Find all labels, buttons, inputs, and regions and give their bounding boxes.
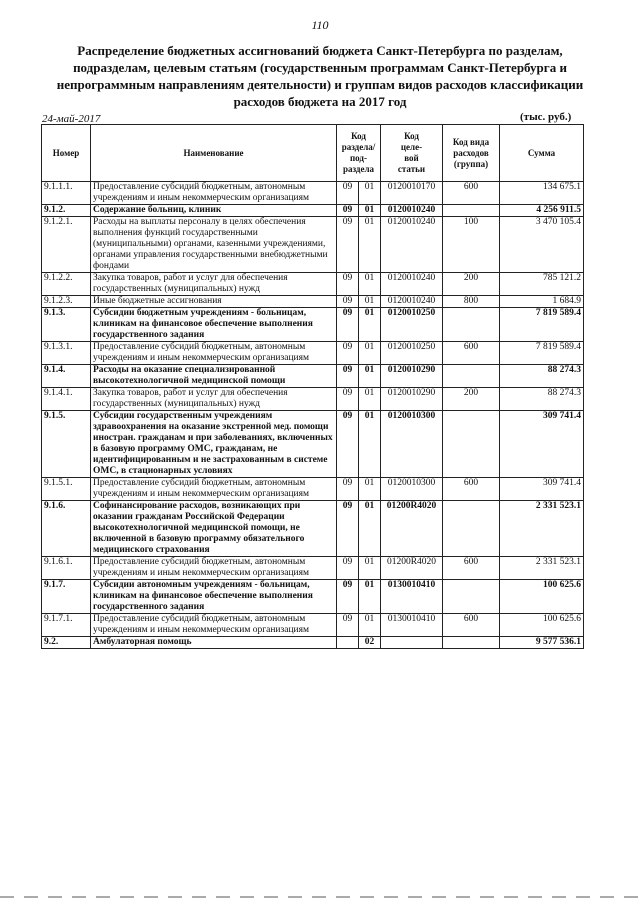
table-row [42,388,584,411]
row-name-cell: Субсидии государственным учреждениям здравоохранения на оказание экстренной мед. помощи иностран. гражданам и при заболеваниях, включенных в базовую программу ОМС, гражданам, не идентифицированным и не застрахованным в системе ОМС, в стационарных условиях [91,411,337,478]
row-sum-cell: 7 819 589.4 [500,342,584,365]
row-number-cell: 9.1.7. [42,580,91,614]
row-sum-cell: 3 470 105.4 [500,217,584,273]
row-subsection-cell: 01 [359,308,381,342]
row-expense-type-cell: 600 [443,182,500,205]
row-name-cell: Закупка товаров, работ и услуг для обеспечения государственных (муниципальных) нужд [91,273,337,296]
row-target-code-cell: 0120010240 [381,205,443,217]
row-number-cell: 9.1.7.1. [42,614,91,637]
summary-name-cell: Амбулаторная помощь [91,637,337,649]
row-number-cell: 9.1.5. [42,411,91,478]
row-number-cell: 9.1.4.1. [42,388,91,411]
row-target-code-cell: 0120010240 [381,296,443,308]
row-number-cell: 9.1.2.2. [42,273,91,296]
row-target-code-cell: 0120010240 [381,217,443,273]
row-section-cell: 09 [337,182,359,205]
table-header-row [42,125,584,182]
header-number: Номер [42,125,91,182]
row-sum-cell: 785 121.2 [500,273,584,296]
row-name-cell: Расходы на выплаты персоналу в целях обеспечения выполнения функций государственными (муниципальными) органами, казенными учреждениями, органами управления государственными внебюджетными фондами [91,217,337,273]
row-name-cell: Иные бюджетные ассигнования [91,296,337,308]
row-sum-cell: 100 625.6 [500,614,584,637]
row-sum-cell: 2 331 523.1 [500,557,584,580]
row-section-cell: 09 [337,388,359,411]
table-row [42,296,584,308]
row-expense-type-cell: 600 [443,478,500,501]
summary-number-cell: 9.2. [42,637,91,649]
row-target-code-cell: 0120010300 [381,411,443,478]
row-name-cell: Софинансирование расходов, возникающих при оказании гражданам Российской Федерации высокотехнологичной медицинской помощи, не включенной в базовую программу обязательного медицинского страхования [91,501,337,557]
row-name-cell: Расходы на оказание специализированной высокотехнологичной медицинской помощи [91,365,337,388]
table-row [42,478,584,501]
row-target-code-cell: 0120010170 [381,182,443,205]
header-section-code: Код раздела/ под- раздела [337,125,381,182]
row-section-cell: 09 [337,580,359,614]
row-number-cell: 9.1.6. [42,501,91,557]
header-name: Наименование [91,125,337,182]
row-sum-cell: 7 819 589.4 [500,308,584,342]
table-row [42,342,584,365]
row-expense-type-cell [443,365,500,388]
row-section-cell: 09 [337,478,359,501]
page-number: 110 [311,18,329,32]
table-row [42,205,584,217]
row-number-cell: 9.1.1.1. [42,182,91,205]
row-section-cell: 09 [337,614,359,637]
title-line: Распределение бюджетных ассигнований бюджета Санкт-Петербурга по разделам, [77,43,563,58]
title-line: подразделам, целевым статьям (государственным программам Санкт-Петербурга и [73,60,567,75]
row-subsection-cell: 01 [359,580,381,614]
summary-subsection-cell: 02 [359,637,381,649]
document-title [20,42,620,110]
row-expense-type-cell: 200 [443,388,500,411]
row-expense-type-cell [443,308,500,342]
row-expense-type-cell: 600 [443,557,500,580]
row-target-code-cell: 01200R4020 [381,501,443,557]
row-name-cell: Субсидии автономным учреждениям - больницам, клиникам на финансовое обеспечение выполнения государственного задания [91,580,337,614]
summary-target-code-cell [381,637,443,649]
row-sum-cell: 88 274.3 [500,365,584,388]
row-expense-type-cell: 800 [443,296,500,308]
row-section-cell: 09 [337,411,359,478]
row-target-code-cell: 0120010300 [381,478,443,501]
table-row [42,217,584,273]
row-target-code-cell: 0120010290 [381,365,443,388]
row-sum-cell: 309 741.4 [500,411,584,478]
row-subsection-cell: 01 [359,182,381,205]
units-label: (тыс. руб.) [520,111,572,123]
row-number-cell: 9.1.2.3. [42,296,91,308]
row-section-cell: 09 [337,365,359,388]
row-subsection-cell: 01 [359,273,381,296]
row-expense-type-cell [443,580,500,614]
row-expense-type-cell [443,411,500,478]
row-expense-type-cell: 100 [443,217,500,273]
title-line: непрограммным направлениям деятельности) и группам видов расходов классификации [56,77,584,92]
header-expense-type: Код вида расходов (группа) [443,125,500,182]
row-target-code-cell: 0130010410 [381,614,443,637]
row-number-cell: 9.1.5.1. [42,478,91,501]
row-expense-type-cell [443,205,500,217]
row-sum-cell: 309 741.4 [500,478,584,501]
table-row [42,557,584,580]
scan-edge-mark [0,893,640,905]
header-target-code: Код целе- вой статьи [381,125,443,182]
row-section-cell: 09 [337,296,359,308]
title-line: расходов бюджета на 2017 год [233,94,407,109]
row-expense-type-cell: 600 [443,342,500,365]
table-row [42,308,584,342]
table-row [42,273,584,296]
row-sum-cell: 4 256 911.5 [500,205,584,217]
row-subsection-cell: 01 [359,205,381,217]
row-target-code-cell: 0130010410 [381,580,443,614]
row-expense-type-cell [443,501,500,557]
summary-sum-cell: 9 577 536.1 [500,637,584,649]
row-section-cell: 09 [337,501,359,557]
row-name-cell: Предоставление субсидий бюджетным, автономным учреждениям и иным некоммерческим организациям [91,557,337,580]
row-number-cell: 9.1.2.1. [42,217,91,273]
row-name-cell: Содержание больниц, клиник [91,205,337,217]
table-row [42,501,584,557]
table-row [42,580,584,614]
row-number-cell: 9.1.3. [42,308,91,342]
row-subsection-cell: 01 [359,217,381,273]
row-target-code-cell: 0120010290 [381,388,443,411]
row-sum-cell: 134 675.1 [500,182,584,205]
row-number-cell: 9.1.3.1. [42,342,91,365]
row-sum-cell: 2 331 523.1 [500,501,584,557]
row-name-cell: Предоставление субсидий бюджетным, автономным учреждениям и иным некоммерческим организациям [91,478,337,501]
row-name-cell: Предоставление субсидий бюджетным, автономным учреждениям и иным некоммерческим организациям [91,182,337,205]
row-subsection-cell: 01 [359,342,381,365]
row-expense-type-cell: 200 [443,273,500,296]
row-number-cell: 9.1.4. [42,365,91,388]
row-number-cell: 9.1.2. [42,205,91,217]
row-subsection-cell: 01 [359,411,381,478]
row-name-cell: Предоставление субсидий бюджетным, автономным учреждениям и иным некоммерческим организациям [91,342,337,365]
row-target-code-cell: 0120010250 [381,342,443,365]
row-section-cell: 09 [337,273,359,296]
table-row [42,614,584,637]
row-sum-cell: 88 274.3 [500,388,584,411]
header-sum: Сумма [500,125,584,182]
row-target-code-cell: 0120010250 [381,308,443,342]
summary-expense-type-cell [443,637,500,649]
summary-section-cell [337,637,359,649]
table-row [42,411,584,478]
row-target-code-cell: 01200R4020 [381,557,443,580]
row-section-cell: 09 [337,217,359,273]
row-subsection-cell: 01 [359,388,381,411]
row-section-cell: 09 [337,308,359,342]
row-subsection-cell: 01 [359,557,381,580]
row-subsection-cell: 01 [359,478,381,501]
row-section-cell: 09 [337,342,359,365]
row-name-cell: Субсидии бюджетным учреждениям - больницам, клиникам на финансовое обеспечение выполнения государственного задания [91,308,337,342]
row-section-cell: 09 [337,557,359,580]
document-date: 24-май-2017 [42,113,101,125]
row-subsection-cell: 01 [359,501,381,557]
row-expense-type-cell: 600 [443,614,500,637]
table-summary-row [42,637,584,649]
row-number-cell: 9.1.6.1. [42,557,91,580]
row-name-cell: Предоставление субсидий бюджетным, автономным учреждениям и иным некоммерческим организациям [91,614,337,637]
row-section-cell: 09 [337,205,359,217]
row-target-code-cell: 0120010240 [381,273,443,296]
row-subsection-cell: 01 [359,365,381,388]
table-row [42,182,584,205]
row-subsection-cell: 01 [359,296,381,308]
row-sum-cell: 1 684.9 [500,296,584,308]
budget-table [41,124,584,649]
table-row [42,365,584,388]
row-name-cell: Закупка товаров, работ и услуг для обеспечения государственных (муниципальных) нужд [91,388,337,411]
table-body [42,182,584,649]
row-subsection-cell: 01 [359,614,381,637]
row-sum-cell: 100 625.6 [500,580,584,614]
